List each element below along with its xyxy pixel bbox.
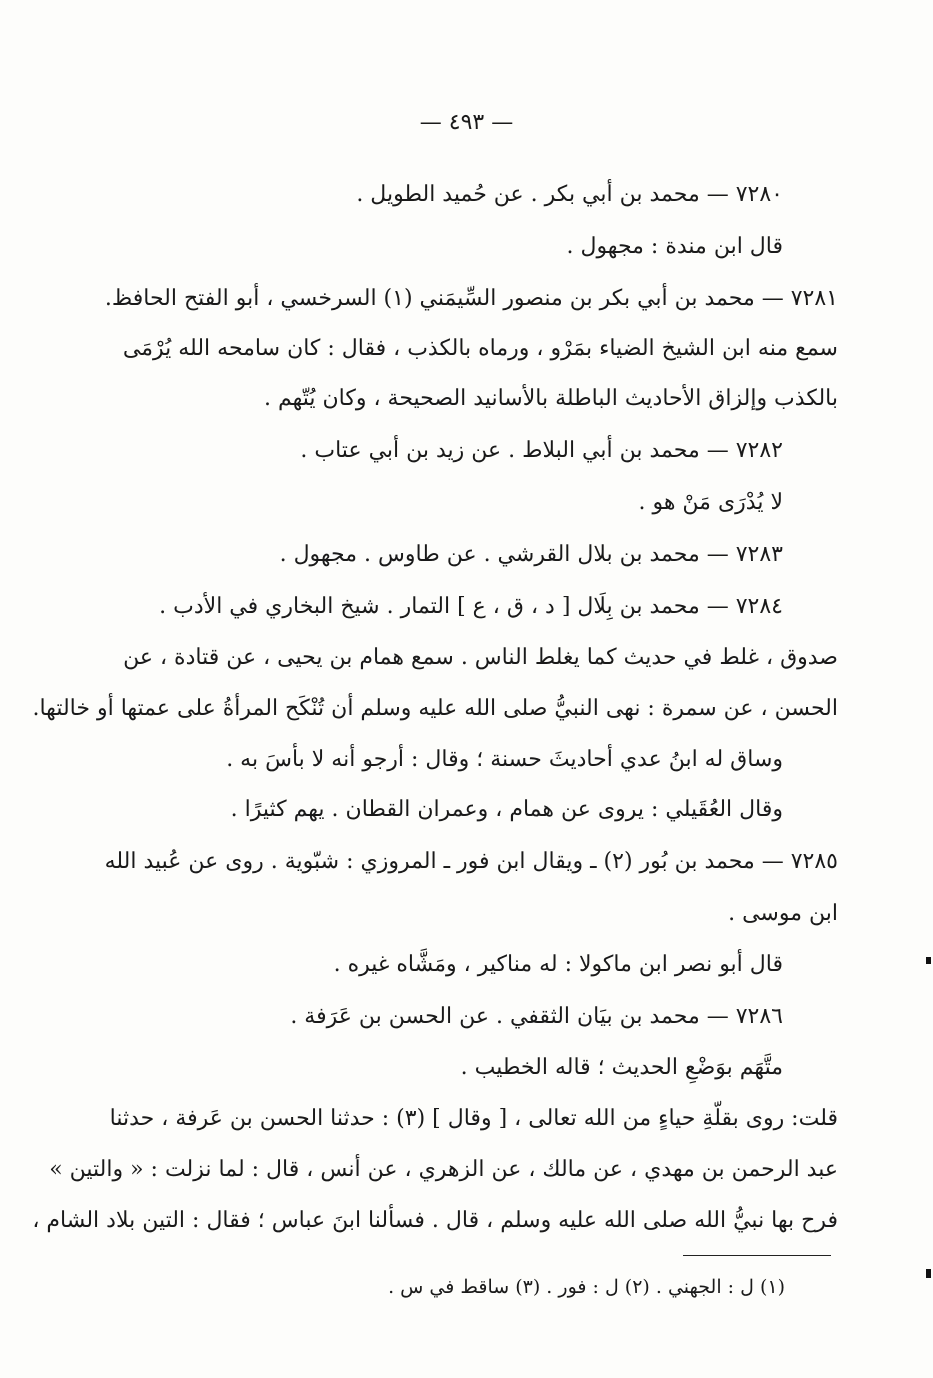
entry-7281-text-1: سمع منه ابن الشيخ الضياء بمَرْو ، ورماه بالكذب ، فقال : كان سامحه الله يُرْمَى — [122, 336, 838, 361]
entry-7286-text-2: عبد الرحمن بن مهدي ، عن مالك ، عن الزهري ، عن أنس ، قال : لما نزلت : « والتين » — [49, 1157, 838, 1182]
entry-7284-text-2: الحسن ، عن سمرة : نهى النبيُّ صلى الله عليه وسلم أن تُنْكَح المرأةُ على عمتها أو خالتها. — [32, 696, 838, 721]
entry-7282-heading: ٧٢٨٢ — محمد بن أبي البلاط . عن زيد بن أبي عتاب . — [300, 438, 783, 463]
entry-7286-comment: متَّهَم بوَضْعِ الحديث ؛ قاله الخطيب . — [460, 1055, 783, 1080]
entry-7285-text-2: قال أبو نصر ابن ماكولا : له مناكير ، ومَشَّاه غيره . — [333, 952, 783, 977]
footnote-divider — [683, 1255, 831, 1256]
entry-7280-comment: قال ابن مندة : مجهول . — [566, 234, 783, 259]
scan-speck — [926, 957, 931, 964]
entry-7281-heading: ٧٢٨١ — محمد بن أبي بكر بن منصور السِّيمَني (١) السرخسي ، أبو الفتح الحافظ. — [104, 286, 838, 311]
entry-7284-text-4: وقال العُقَيلي : يروى عن همام ، وعمران القطان . يهم كثيرًا . — [230, 797, 783, 822]
footnotes: (١) ل : الجهني . (٢) ل : فور . (٣) ساقط في س . — [388, 1276, 785, 1298]
scan-speck — [926, 1269, 931, 1278]
entry-7284-heading: ٧٢٨٤ — محمد بن بِلَال [ د ، ق ، ع ] التمار . شيخ البخاري في الأدب . — [159, 594, 783, 619]
entry-7281-text-2: بالكذب وإلزاق الأحاديث الباطلة بالأسانيد الصحيحة ، وكان يُتّهم . — [263, 386, 838, 411]
entry-7284-text-3: وساق له ابنُ عدي أحاديثَ حسنة ؛ وقال : أرجو أنه لا بأسَ به . — [226, 747, 783, 772]
entry-7286-text-1: قلت: روى بقلّةِ حياءٍ من الله تعالى ، [ وقال ] (٣) : حدثنا الحسن بن عَرفة ، حدثنا — [109, 1106, 838, 1131]
entry-7285-text-1: ابن موسى . — [728, 901, 838, 926]
page-number: — ٤٩٣ — — [419, 110, 514, 135]
entry-7284-text-1: صدوق ، غلط في حديث كما يغلط الناس . سمع همام بن يحيى ، عن قتادة ، عن — [123, 645, 838, 670]
entry-7286-text-3: فرح بها نبيُّ الله صلى الله عليه وسلم ، قال . فسألنا ابنَ عباس ؛ فقال : التين بلاد الشام ، — [32, 1208, 838, 1233]
entry-7286-heading: ٧٢٨٦ — محمد بن بيَان الثقفي . عن الحسن بن عَرَفة . — [290, 1004, 783, 1029]
entry-7283-heading: ٧٢٨٣ — محمد بن بلال القرشي . عن طاوس . مجهول . — [279, 542, 783, 567]
entry-7282-comment: لا يُدْرَى مَنْ هو . — [638, 490, 783, 515]
entry-7285-heading: ٧٢٨٥ — محمد بن بُور (٢) ـ ويقال ابن فور ـ المروزي : شبّوية . روى عن عُبيد الله — [104, 849, 838, 874]
entry-7280-heading: ٧٢٨٠ — محمد بن أبي بكر . عن حُميد الطويل . — [356, 182, 783, 207]
